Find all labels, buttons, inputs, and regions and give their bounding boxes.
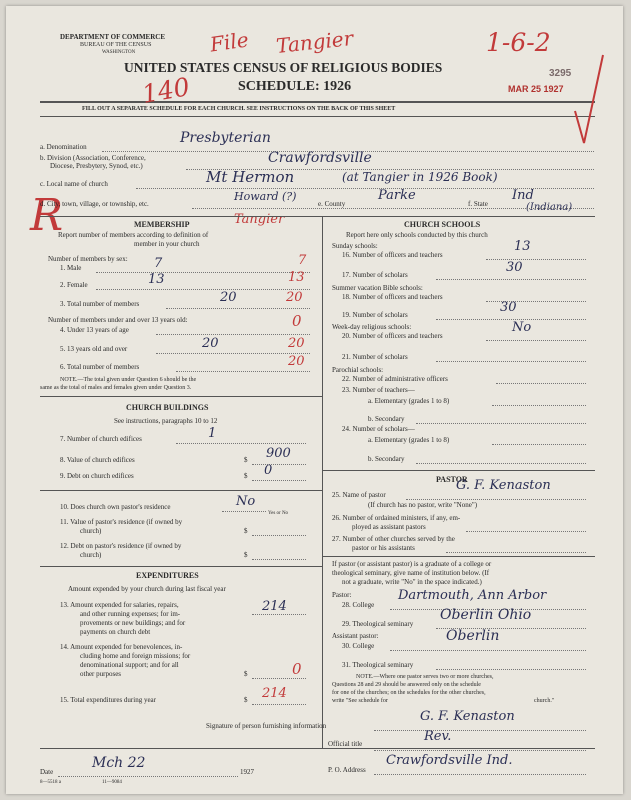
department-label: DEPARTMENT OF COMMERCE bbox=[60, 33, 166, 41]
pastor-title: PASTOR bbox=[436, 475, 468, 484]
q1-value-b: 7 bbox=[298, 253, 307, 268]
annotation-date-code: 1-6-2 bbox=[486, 28, 551, 57]
annotation-140: 140 bbox=[139, 72, 192, 109]
q4-label: 4. Under 13 years of age bbox=[60, 326, 129, 334]
q10-value: No bbox=[236, 494, 256, 509]
division-label: b. Division (Association, Conference, bbox=[40, 154, 146, 162]
q12-label: 12. Debt on pastor's residence (if owned by bbox=[60, 542, 182, 550]
census-schedule-page bbox=[6, 6, 623, 794]
date-value: Mch 22 bbox=[92, 755, 146, 771]
city-field-label: d. City, town, village, or township, etc. bbox=[40, 200, 149, 208]
q16-label: 16. Number of officers and teachers bbox=[342, 251, 443, 259]
q29-label: 29. Theological seminary bbox=[342, 620, 414, 628]
q14-dollar: $ bbox=[244, 670, 248, 678]
q26-label-2: ployed as assistant pastors bbox=[352, 523, 426, 531]
pastor-note-4: write "See schedule for bbox=[332, 698, 388, 704]
q8-value: 900 bbox=[266, 446, 291, 461]
q12-dollar: $ bbox=[244, 551, 248, 559]
q27-label-2: pastor or his assistants bbox=[352, 544, 415, 552]
q19-value: 30 bbox=[500, 300, 517, 315]
membership-note-2: same as the total of males and females given under Question 3. bbox=[40, 385, 192, 391]
city-label: WASHINGTON bbox=[102, 50, 136, 55]
buildings-intro: See instructions, paragraphs 10 to 12 bbox=[114, 417, 218, 425]
annotation-file: File bbox=[208, 27, 250, 57]
annotation-r-mark: R bbox=[30, 190, 64, 241]
q11-label-2: church) bbox=[80, 527, 102, 535]
q1-value-a: 7 bbox=[154, 256, 163, 271]
q24-label: 24. Number of scholars— bbox=[342, 425, 415, 433]
q16-value: 13 bbox=[514, 239, 531, 254]
q5-label: 5. 13 years old and over bbox=[60, 345, 128, 353]
buildings-title: CHURCH BUILDINGS bbox=[126, 403, 209, 412]
po-address-label: P. O. Address bbox=[328, 766, 366, 774]
po-address-value: Crawfordsville Ind. bbox=[386, 753, 513, 768]
form-instruction: FILL OUT A SEPARATE SCHEDULE FOR EACH CHURCH. SEE INSTRUCTIONS ON THE BACK OF THIS SHEET bbox=[82, 106, 396, 112]
q10-hint: Yes or No bbox=[268, 511, 289, 516]
q25-note: (If church has no pastor, write "None") bbox=[368, 501, 478, 509]
form-number-2: 11—9084 bbox=[102, 780, 122, 785]
q21-label: 21. Number of scholars bbox=[342, 353, 408, 361]
signature-value: G. F. Kenaston bbox=[420, 709, 515, 724]
graduate-note: If pastor (or assistant pastor) is a graduate of a college or bbox=[332, 560, 492, 568]
q14-value: 0 bbox=[292, 660, 302, 678]
parochial-schools-label: Parochial schools: bbox=[332, 366, 384, 374]
q9-dollar: $ bbox=[244, 472, 248, 480]
schools-title: CHURCH SCHOOLS bbox=[404, 220, 481, 229]
pastor-note-2: Questions 28 and 29 should be answered only on the schedule bbox=[332, 682, 481, 688]
q9-value: 0 bbox=[264, 463, 273, 478]
q2-value-b: 13 bbox=[288, 270, 305, 285]
q14-label-2: cluding home and foreign missions; for bbox=[80, 652, 191, 660]
q15-label: 15. Total expenditures during year bbox=[60, 696, 156, 704]
bureau-label: BUREAU OF THE CENSUS bbox=[80, 42, 152, 48]
q13-label: 13. Amount expended for salaries, repairs, bbox=[60, 601, 179, 609]
date-year: 1927 bbox=[240, 768, 254, 776]
q26-label: 26. Number of ordained ministers, if any, em- bbox=[332, 514, 461, 522]
form-number: 8—5518 a bbox=[40, 780, 61, 785]
q28-label: 28. College bbox=[342, 601, 375, 609]
annotation-tangier-2: Tangier bbox=[234, 212, 285, 227]
q22-label: 22. Number of administrative officers bbox=[342, 375, 448, 383]
q8-dollar: $ bbox=[244, 456, 248, 464]
q6-value-b: 20 bbox=[288, 354, 305, 369]
q14-label-4: other purposes bbox=[80, 670, 122, 678]
pastor-note-5: church." bbox=[534, 698, 555, 704]
q17-label: 17. Number of scholars bbox=[342, 271, 408, 279]
q11-dollar: $ bbox=[244, 527, 248, 535]
q1-label: 1. Male bbox=[60, 264, 82, 272]
county-value: Parke bbox=[378, 188, 416, 203]
members-by-sex-label: Number of members by sex: bbox=[48, 255, 128, 263]
state-label: f. State bbox=[468, 200, 488, 208]
q23b-label: b. Secondary bbox=[368, 415, 405, 423]
q14-label: 14. Amount expended for benevolences, in- bbox=[60, 643, 183, 651]
membership-intro: Report number of members according to definition of bbox=[58, 231, 209, 239]
expenditures-title: EXPENDITURES bbox=[136, 571, 199, 580]
graduate-note-3: not a graduate, write "No" in the space indicated.) bbox=[342, 578, 482, 586]
q14-label-3: denominational support; and for all bbox=[80, 661, 179, 669]
members-by-age-label: Number of members under and over 13 years old: bbox=[48, 316, 188, 324]
pastor-note: NOTE.—Where one pastor serves two or more churches, bbox=[356, 674, 494, 680]
denomination-value: Presbyterian bbox=[180, 130, 271, 146]
q5-value-a: 20 bbox=[202, 336, 219, 351]
county-label: e. County bbox=[318, 200, 346, 208]
state-note: (Indiana) bbox=[526, 202, 573, 213]
q3-value-a: 20 bbox=[220, 290, 237, 305]
q17-value: 30 bbox=[506, 260, 523, 275]
pastor-name-value: G. F. Kenaston bbox=[456, 478, 551, 493]
stamp-number: 3295 bbox=[549, 68, 572, 79]
q13-label-3: provements or new buildings; and for bbox=[80, 619, 186, 627]
q3-label: 3. Total number of members bbox=[60, 300, 140, 308]
q25-label: 25. Name of pastor bbox=[332, 491, 386, 499]
q28-value: Dartmouth, Ann Arbor bbox=[398, 588, 547, 603]
check-mark-icon bbox=[572, 51, 606, 151]
denomination-label: a. Denomination bbox=[40, 143, 87, 151]
q13-value: 214 bbox=[262, 599, 287, 614]
state-value: Ind bbox=[512, 188, 534, 203]
weekday-schools-label: Week-day religious schools: bbox=[332, 323, 412, 331]
q23a-label: a. Elementary (grades 1 to 8) bbox=[368, 397, 450, 405]
q31-label: 31. Theological seminary bbox=[342, 661, 414, 669]
q4-value-b: 0 bbox=[292, 312, 302, 330]
sunday-schools-label: Sunday schools: bbox=[332, 242, 378, 250]
q29-value: Oberlin Ohio bbox=[440, 607, 532, 623]
membership-title: MEMBERSHIP bbox=[134, 220, 190, 229]
date-label: Date bbox=[40, 768, 54, 776]
q30-value: Oberlin bbox=[446, 628, 500, 644]
city-value: Howard (?) bbox=[234, 190, 297, 203]
official-title-value: Rev. bbox=[424, 729, 452, 744]
schedule-title: SCHEDULE: 1926 bbox=[238, 79, 352, 94]
membership-note: NOTE.—The total given under Question 6 should be the bbox=[60, 377, 197, 383]
church-name-label: c. Local name of church bbox=[40, 180, 108, 188]
q27-label: 27. Number of other churches served by the bbox=[332, 535, 455, 543]
q19-label: 19. Number of scholars bbox=[342, 311, 408, 319]
signature-label: Signature of person furnishing information bbox=[206, 722, 327, 730]
q10-label: 10. Does church own pastor's residence bbox=[60, 503, 171, 511]
assistant-pastor-subheading: Assistant pastor: bbox=[332, 632, 379, 640]
membership-intro-2: member in your church bbox=[134, 240, 200, 248]
q18-label: 18. Number of officers and teachers bbox=[342, 293, 443, 301]
summer-schools-label: Summer vacation Bible schools: bbox=[332, 284, 423, 292]
q9-label: 9. Debt on church edifices bbox=[60, 472, 134, 480]
expenditures-intro: Amount expended by your church during last fiscal year bbox=[68, 585, 226, 593]
received-date-stamp: MAR 25 1927 bbox=[508, 84, 564, 94]
form-title: UNITED STATES CENSUS OF RELIGIOUS BODIES bbox=[124, 60, 443, 75]
q8-label: 8. Value of church edifices bbox=[60, 456, 135, 464]
church-name-value: Mt Hermon bbox=[206, 168, 295, 186]
q5-value-b: 20 bbox=[288, 336, 305, 351]
q20-value: No bbox=[512, 320, 532, 335]
church-name-note: (at Tangier in 1926 Book) bbox=[342, 170, 498, 184]
q15-value: 214 bbox=[262, 686, 287, 701]
q12-label-2: church) bbox=[80, 551, 102, 559]
q11-label: 11. Value of pastor's residence (if owned by bbox=[60, 518, 183, 526]
schools-intro: Report here only schools conducted by this church bbox=[346, 231, 488, 239]
q2-value-a: 13 bbox=[148, 272, 165, 287]
official-title-label: Official title bbox=[328, 740, 363, 748]
q24b-label: b. Secondary bbox=[368, 455, 405, 463]
q7-label: 7. Number of church edifices bbox=[60, 435, 142, 443]
graduate-note-2: theological seminary, give name of institution below. (If bbox=[332, 569, 490, 577]
q7-value: 1 bbox=[208, 426, 217, 441]
q13-label-4: payments on church debt bbox=[80, 628, 151, 636]
q15-dollar: $ bbox=[244, 696, 248, 704]
division-value: Crawfordsville bbox=[268, 150, 372, 166]
q30-label: 30. College bbox=[342, 642, 375, 650]
annotation-tangier: Tangier bbox=[274, 26, 355, 58]
q2-label: 2. Female bbox=[60, 281, 88, 289]
q24a-label: a. Elementary (grades 1 to 8) bbox=[368, 436, 450, 444]
pastor-note-3: for one of the churches; on the schedules for the other churches, bbox=[332, 690, 486, 696]
q3-value-b: 20 bbox=[286, 290, 303, 305]
q20-label: 20. Number of officers and teachers bbox=[342, 332, 443, 340]
q6-label: 6. Total number of members bbox=[60, 363, 140, 371]
division-label-2: Diocese, Presbytery, Synod, etc.) bbox=[50, 162, 143, 170]
pastor-subheading: Pastor: bbox=[332, 591, 352, 599]
q13-label-2: and other running expenses; for im- bbox=[80, 610, 181, 618]
q23-label: 23. Number of teachers— bbox=[342, 386, 415, 394]
